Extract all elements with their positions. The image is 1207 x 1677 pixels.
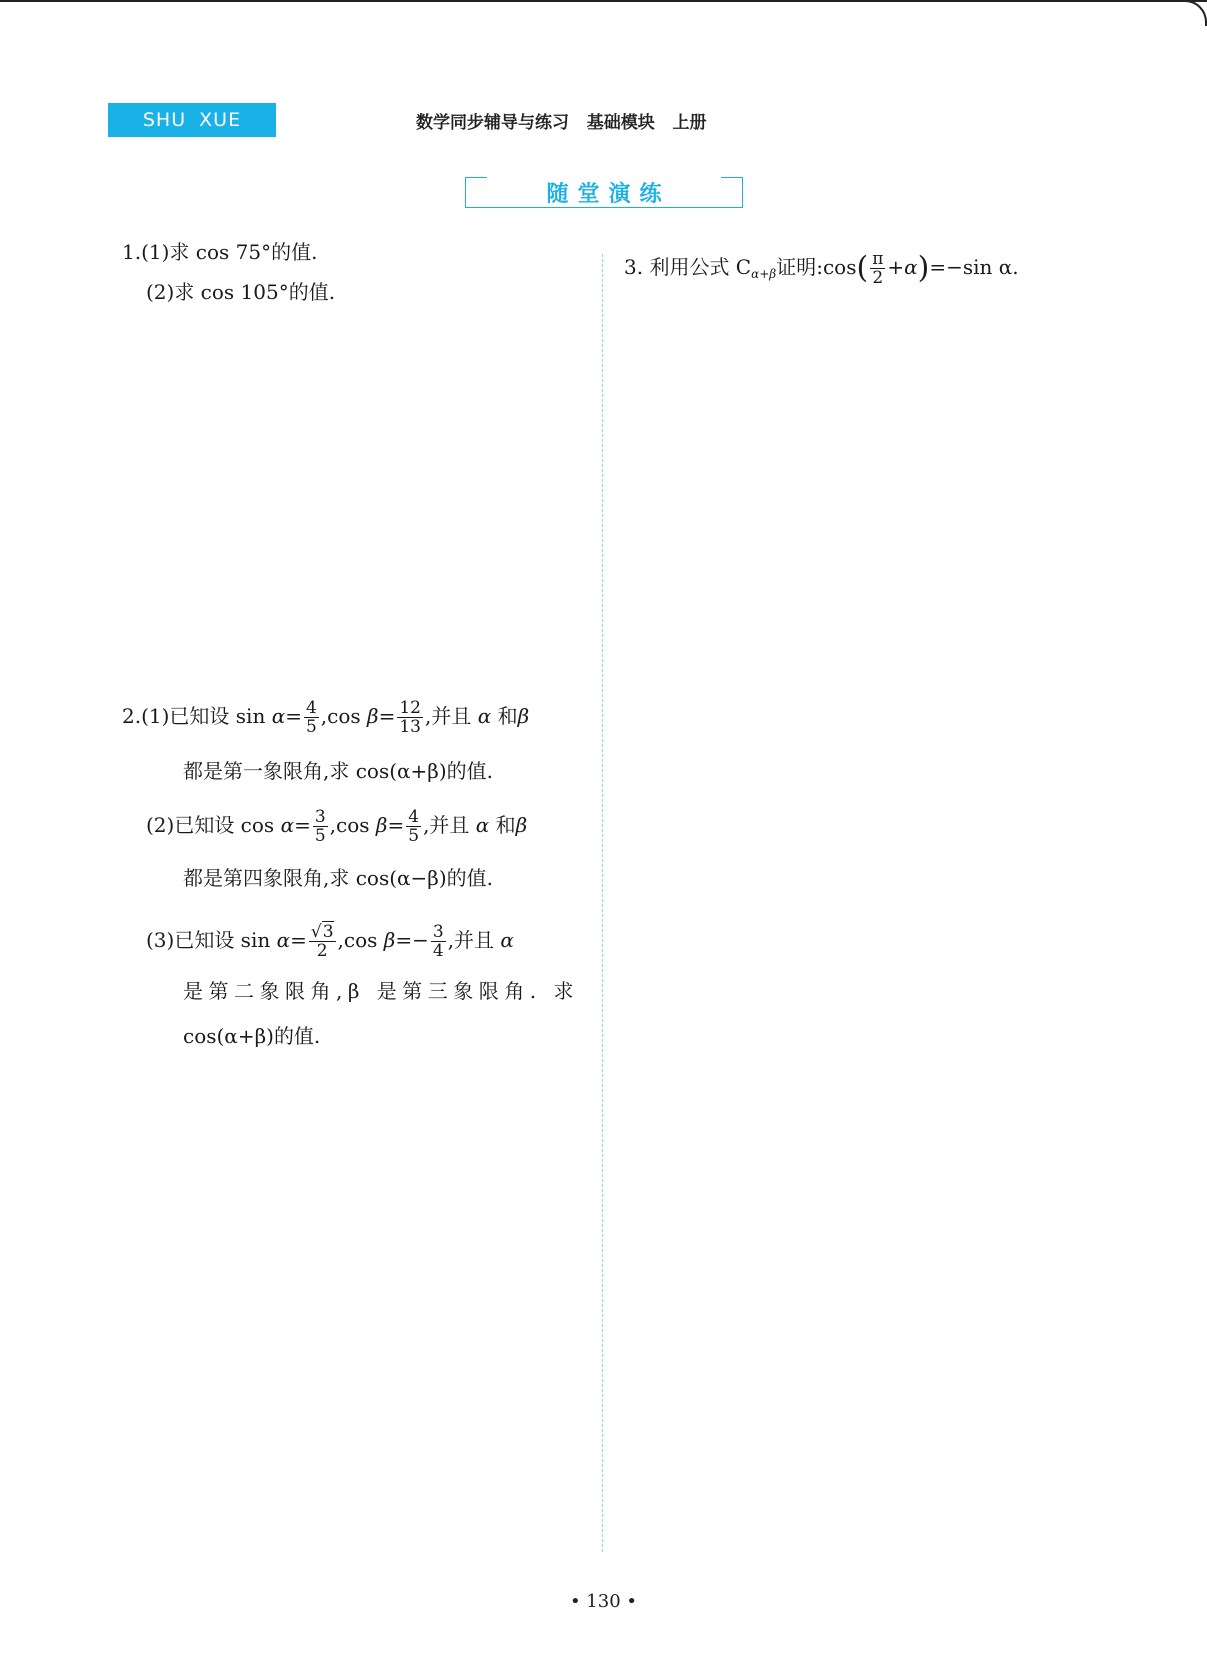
problem-2-part-1-line-1 xyxy=(122,699,529,736)
problem-2-number: 2. xyxy=(122,704,142,728)
text-and-word: 和 xyxy=(489,813,516,837)
fraction-numerator: 3 xyxy=(432,922,444,942)
fraction xyxy=(406,808,421,845)
fraction-denominator: 5 xyxy=(305,717,317,737)
fraction-denominator: 13 xyxy=(399,717,421,737)
problem-2-part-2-prefix: (2)已知设 cos xyxy=(146,813,281,837)
symbol-alpha: α xyxy=(280,813,295,837)
fraction xyxy=(397,699,423,736)
page-number: • 130 • xyxy=(569,1591,638,1612)
problem-2-part-1-line-2: 都是第一象限角,求 cos(α+β)的值. xyxy=(183,759,494,783)
fraction-numerator: 4 xyxy=(408,807,420,827)
sqrt-sign: √ xyxy=(310,922,322,942)
text-cos: ,cos xyxy=(329,813,376,837)
equals-sign: = xyxy=(290,928,307,952)
page-frame-top xyxy=(0,0,1207,2)
symbol-beta: β xyxy=(515,813,528,837)
problem-3-tail: =−sin α. xyxy=(929,255,1019,279)
problem-2-part-3-line-1 xyxy=(146,923,514,960)
left-paren: ( xyxy=(856,250,869,286)
fraction-denominator: 5 xyxy=(408,826,420,846)
symbol-beta: β xyxy=(375,813,388,837)
fraction xyxy=(870,250,885,287)
text-cos: ,cos xyxy=(320,704,368,728)
formula-subscript: α+β xyxy=(751,267,777,281)
fraction-numerator: 12 xyxy=(399,698,421,718)
fraction-numerator: 3 xyxy=(314,807,326,827)
problem-2-part-3-prefix: (3)已知设 sin xyxy=(146,928,277,952)
book-title: 数学同步辅导与练习 基础模块 上册 xyxy=(416,112,707,133)
problem-2-part-1-prefix: (1)已知设 sin xyxy=(141,704,272,728)
problem-1-part-2: (2)求 cos 105°的值. xyxy=(146,280,336,304)
text-and: ,并且 xyxy=(423,813,476,837)
fraction-numerator xyxy=(309,923,336,942)
text-and: ,并且 xyxy=(447,928,501,952)
fraction-denominator: 2 xyxy=(316,941,328,961)
problem-2-part-3-line-3: cos(α+β)的值. xyxy=(183,1024,321,1048)
problem-1-number: 1. xyxy=(122,240,142,264)
problem-1-part-1-text: (1)求 cos 75°的值. xyxy=(141,240,318,264)
symbol-beta: β xyxy=(367,704,379,728)
symbol-beta: β xyxy=(517,704,530,728)
equals-sign: = xyxy=(294,813,311,837)
subject-badge: SHU XUE xyxy=(108,103,276,137)
fraction xyxy=(431,923,446,960)
sqrt-radicand: 3 xyxy=(322,922,334,942)
fraction-denominator: 5 xyxy=(314,826,326,846)
page-frame-corner xyxy=(1181,0,1207,26)
fraction xyxy=(309,923,336,960)
column-divider xyxy=(602,254,603,1552)
symbol-alpha: α xyxy=(500,928,514,952)
symbol-alpha: α xyxy=(276,928,291,952)
section-title: 随堂演练 xyxy=(546,181,671,207)
text-and: ,并且 xyxy=(425,704,478,728)
symbol-beta: β xyxy=(383,928,396,952)
equals-sign: = xyxy=(378,704,396,728)
right-paren: ) xyxy=(917,250,930,286)
problem-3-prefix: 3. 利用公式 C xyxy=(624,255,752,279)
fraction-numerator: 4 xyxy=(305,698,317,718)
fraction xyxy=(313,808,328,845)
symbol-alpha: α xyxy=(271,704,286,728)
problem-3 xyxy=(624,250,1019,289)
symbol-alpha: α xyxy=(475,813,490,837)
fraction-numerator: π xyxy=(872,249,884,269)
problem-2-part-3-line-2: 是第二象限角,β 是第三象限角. 求 xyxy=(183,979,579,1003)
equals-sign: = xyxy=(285,704,302,728)
text-and-word: 和 xyxy=(491,704,518,728)
fraction xyxy=(304,699,319,736)
problem-2-part-2-line-2: 都是第四象限角,求 cos(α−β)的值. xyxy=(183,866,494,890)
problem-3-mid-text: 证明:cos xyxy=(776,255,857,279)
problem-2-part-2-line-1 xyxy=(146,808,527,845)
symbol-alpha: α xyxy=(477,704,492,728)
plus-alpha: +α xyxy=(887,255,918,279)
problem-1-part-1 xyxy=(122,237,317,267)
text-cos: ,cos xyxy=(337,928,384,952)
section-header-box xyxy=(465,177,743,208)
equals-minus-sign: =− xyxy=(395,928,429,952)
fraction-denominator: 4 xyxy=(432,941,444,961)
equals-sign: = xyxy=(387,813,405,837)
fraction-denominator: 2 xyxy=(872,268,884,288)
